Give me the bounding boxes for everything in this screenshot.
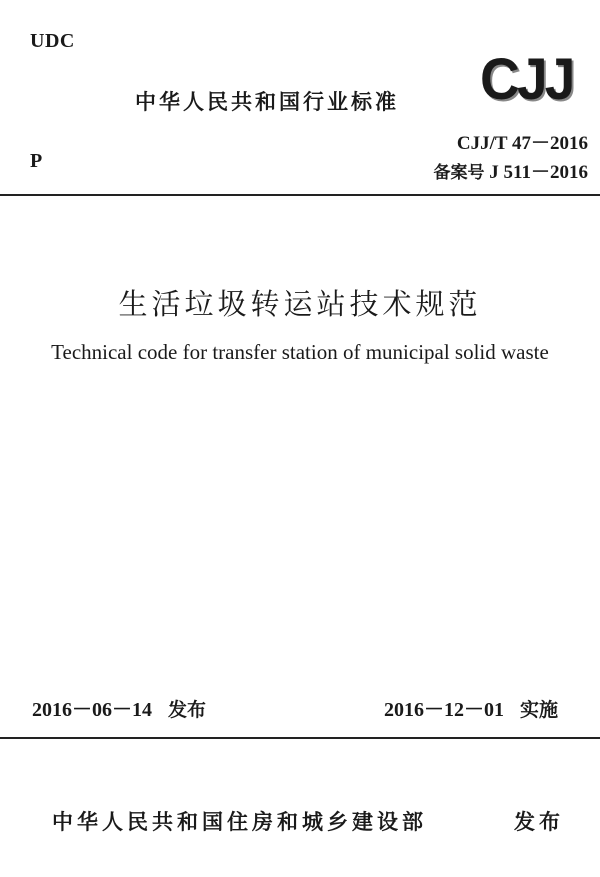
category-code: P [30, 150, 43, 172]
issue-label: 发布 [168, 699, 207, 721]
industry-standard-title: 中华人民共和国行业标准 [135, 90, 399, 114]
cjj-logo: CJJ [480, 47, 573, 112]
issue-date: 2016－06－14 [32, 699, 152, 721]
top-divider [0, 194, 600, 196]
implement-date-line [384, 693, 558, 722]
document-title-english: Technical code for transfer station of municipal solid waste [51, 340, 549, 364]
issue-date-line [32, 693, 206, 722]
publisher-action: 发布 [514, 810, 564, 834]
record-number: J 511－2016 [489, 162, 588, 183]
publisher-name: 中华人民共和国住房和城乡建设部 [52, 810, 427, 834]
standard-code: CJJ/T 47－2016 [456, 133, 588, 154]
implement-date: 2016－12－01 [384, 699, 504, 721]
record-label: 备案号 [433, 163, 485, 183]
bottom-divider [0, 737, 600, 739]
record-number-line [434, 157, 588, 184]
implement-label: 实施 [520, 699, 559, 721]
udc-label: UDC [30, 30, 75, 52]
document-title-chinese: 生活垃圾转运站技术规范 [118, 287, 482, 321]
